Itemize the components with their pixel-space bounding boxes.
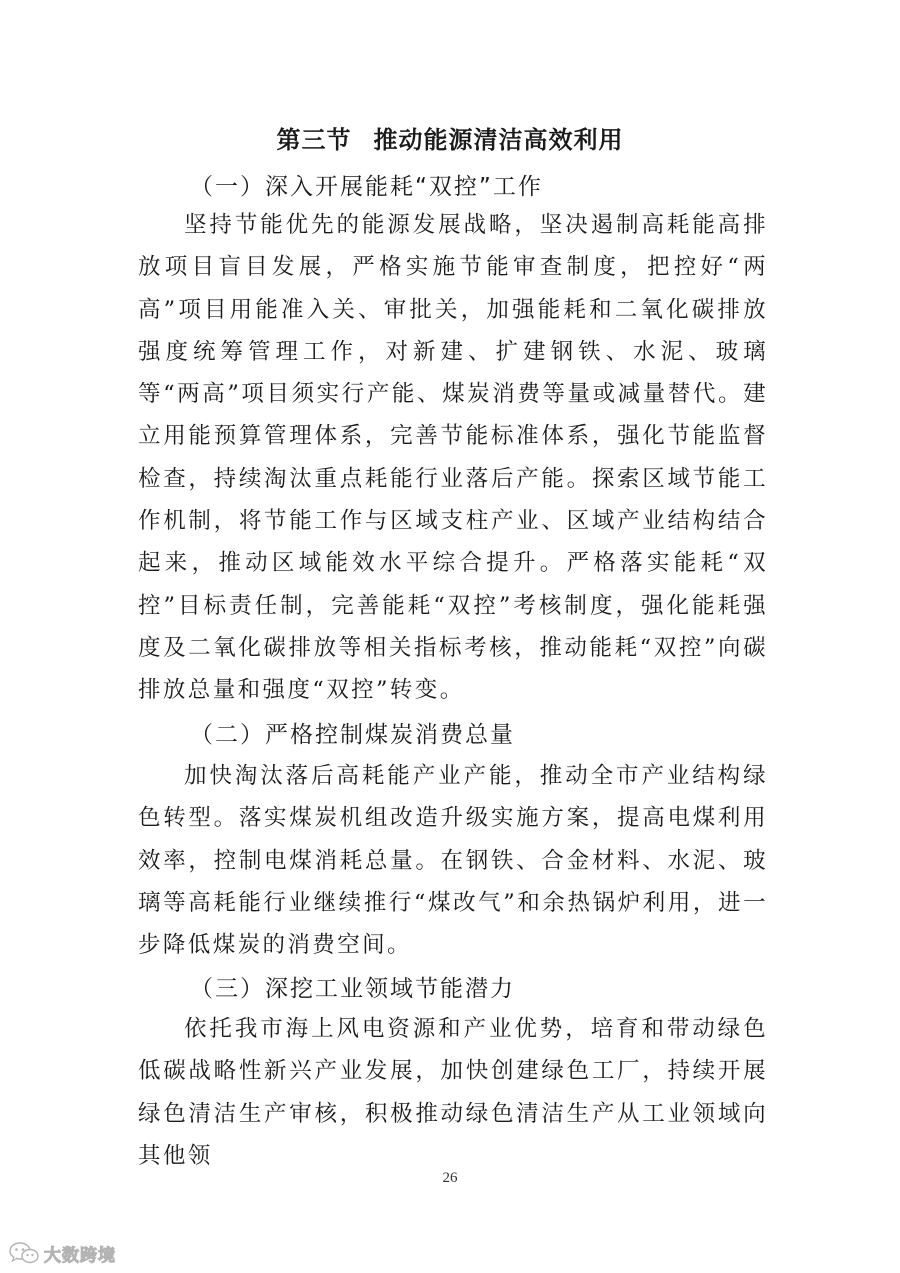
section-number: 第三节 xyxy=(276,126,352,154)
subsection-body-1: 坚持节能优先的能源发展战略，坚决遏制高耗能高排放项目盲目发展，严格实施节能审查制度，把控好“两高”项目用能准入关、审批关，加强能耗和二氧化碳排放强度统筹管理工作，对新建、扩建钢铁、水泥、玻璃等“两高”项目须实行产能、煤炭消费等量或减量替代。建立用能预算管理体系，完善节能标准体系，强化节能监督检查，持续淘汰重点耗能行业落后产能。探索区域节能工作机制，将节能工作与区域支柱产业、区域产业结构结合起来，推动区域能效水平综合提升。严格落实能耗“双控”目标责任制，完善能耗“双控”考核制度，强化能耗强度及二氧化碳排放等相关指标考核，推动能耗“双控”向碳排放总量和强度“双控”转变。 xyxy=(138,212,769,704)
wechat-logo-icon xyxy=(8,1241,40,1265)
section-title xyxy=(0,120,900,155)
watermark xyxy=(8,1240,116,1266)
watermark-text: 大数跨境 xyxy=(44,1245,116,1266)
subsection-heading-2: （二）严格控制煤炭消费总量 xyxy=(190,722,515,748)
section-title-text: 推动能源清洁高效利用 xyxy=(373,126,624,154)
subsection-heading-3: （三）深挖工业领域节能潜力 xyxy=(190,976,515,1002)
page-number: 26 xyxy=(442,1170,458,1186)
subsection-body-3: 依托我市海上风电资源和产业优势，培育和带动绿色低碳战略性新兴产业发展，加快创建绿色工厂，持续开展绿色清洁生产审核，积极推动绿色清洁生产从工业领域向其他领 xyxy=(138,1016,768,1169)
subsection-body-2: 加快淘汰落后高耗能产业产能，推动全市产业结构绿色转型。落实煤炭机组改造升级实施方案，提高电煤利用效率，控制电煤消耗总量。在钢铁、合金材料、水泥、玻璃等高耗能行业继续推行“煤改气”和余热锅炉利用，进一步降低煤炭的消费空间。 xyxy=(138,763,768,959)
subsection-heading-1: （一）深入开展能耗“双控”工作 xyxy=(190,174,543,200)
